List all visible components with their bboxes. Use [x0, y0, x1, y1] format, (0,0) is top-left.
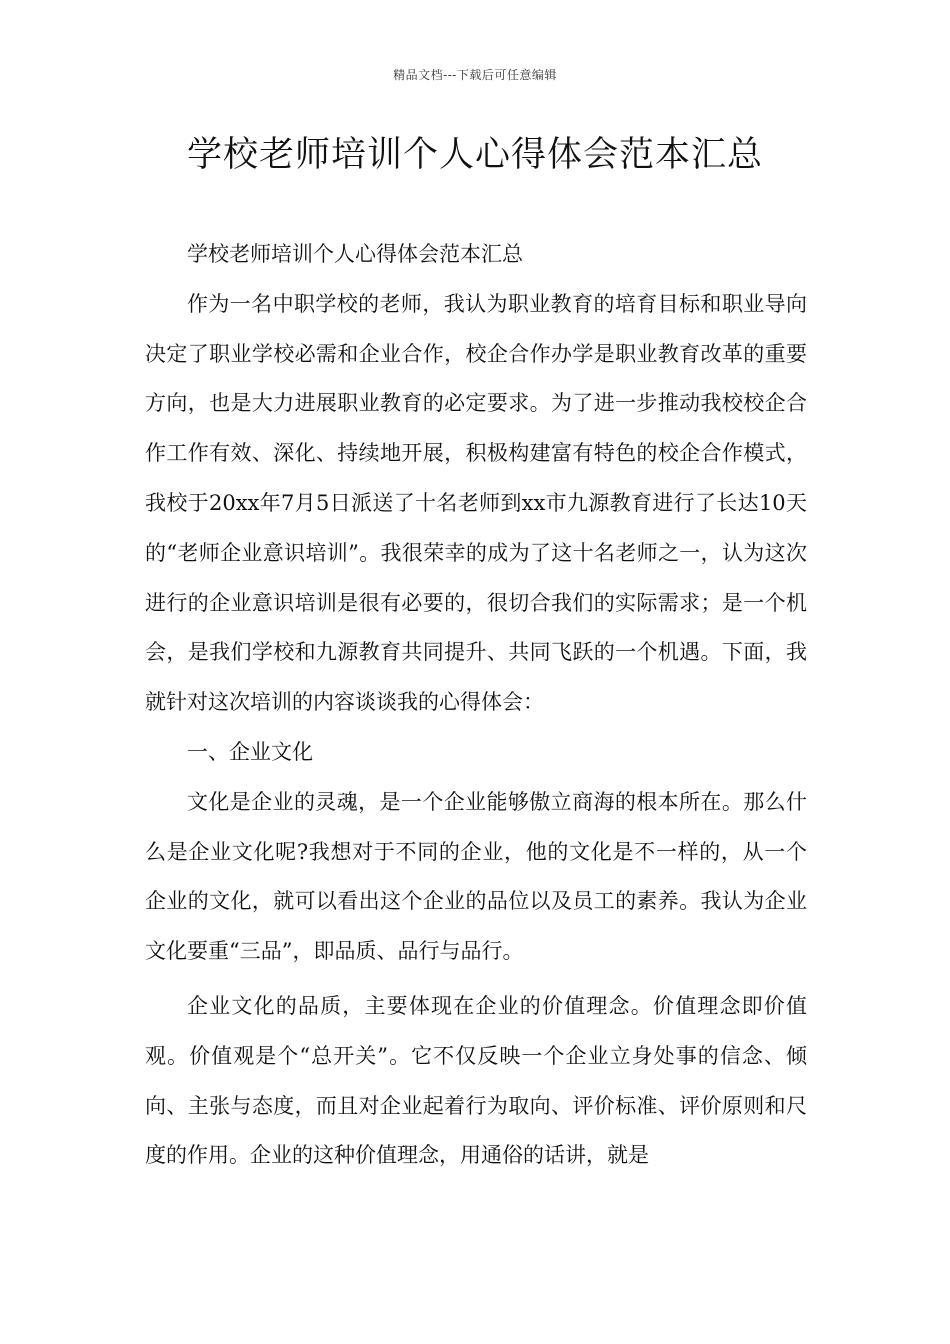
document-body: [145, 230, 807, 1181]
paragraph-subtitle: 学校老师培训个人心得体会范本汇总: [187, 242, 523, 266]
section-heading-corporate-culture: 一、企业文化: [187, 739, 313, 764]
document-title: 学校老师培训个人心得体会范本汇总: [186, 135, 763, 175]
header-note: 精品文档---下载后可任意编辑: [393, 68, 557, 82]
paragraph-intro: 作为一名中职学校的老师，我认为职业教育的培育目标和职业导向决定了职业学校必需和企业合作，校企合作办学是职业教育改革的重要方向，也是大力进展职业教育的必定要求。为了进一步推动我校校企合作工作有效、深化、持续地开展，积极构建富有特色的校企合作模式，我校于20xx年7月5日派送了十名老师到xx市九源教育进行了长达10天的“老师企业意识培训”。我很荣幸的成为了这十名老师之一，认为这次进行的企业意识培训是很有必要的，很切合我们的实际需求；是一个机会，是我们学校和九源教育共同提升、共同飞跃的一个机遇。下面，我就针对这次培训的内容谈谈我的心得体会：: [145, 291, 807, 715]
paragraph-culture-quality: 企业文化的品质，主要体现在企业的价值理念。价值理念即价值观。价值观是个“总开关”。它不仅反映一个企业立身处事的信念、倾向、主张与态度，而且对企业起着行为取向、评价标准、评价原则和尺度的作用。企业的这种价值理念，用通俗的话讲，就是: [145, 993, 807, 1168]
paragraph-culture: 文化是企业的灵魂，是一个企业能够傲立商海的根本所在。那么什么是企业文化呢?我想对于不同的企业，他的文化是不一样的，从一个企业的文化，就可以看出这个企业的品位以及员工的素养。我认为企业文化要重“三品”，即品质、品行与品行。: [145, 789, 807, 964]
